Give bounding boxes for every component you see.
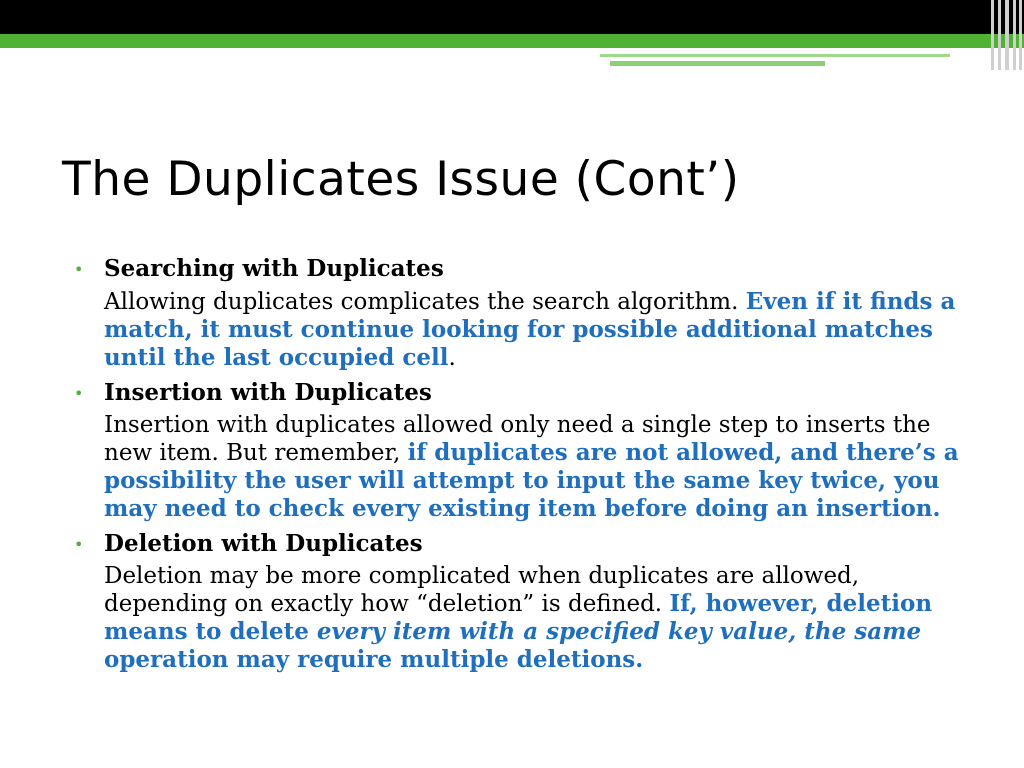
bullet-heading: Deletion with Duplicates — [104, 530, 423, 557]
top-green-band — [0, 34, 1024, 48]
highlighted-text: if duplicates are not allowed, and there’s a possibility the user will attempt to input the same key twice, you may need to check every existing item before doing an insertion. — [104, 439, 959, 522]
highlighted-italic-text: every item with a specified key value, the same — [316, 618, 922, 645]
bullet-item-deletion — [74, 529, 974, 674]
bullet-heading: Searching with Duplicates — [104, 255, 444, 282]
green-accent-line-short — [610, 61, 825, 66]
slide-body — [74, 254, 974, 680]
paragraph-text: Deletion may be more complicated when duplicates are allowed, depending on exactly how “deletion” is defined. — [104, 563, 860, 617]
highlighted-text: Even if it finds a match, it must continue looking for possible additional matches until the last occupied cell — [104, 288, 956, 371]
highlighted-text-end: operation may require multiple deletions. — [104, 646, 644, 673]
bullet-heading: Insertion with Duplicates — [104, 379, 432, 406]
paragraph-text: Allowing duplicates complicates the search algorithm. — [104, 289, 746, 315]
bullet-dot-icon: • — [74, 384, 84, 403]
slide-title: The Duplicates Issue (Cont’) — [62, 152, 740, 207]
bullet-item-insertion — [74, 378, 974, 523]
corner-stripes — [985, 0, 1024, 70]
green-accent-line — [600, 54, 950, 57]
bullet-paragraph — [104, 563, 974, 674]
paragraph-text-end: . — [448, 345, 456, 371]
bullet-dot-icon: • — [74, 260, 84, 279]
highlighted-text: If, however, deletion means to delete — [104, 590, 933, 645]
bullet-paragraph — [104, 412, 974, 523]
top-black-bar — [0, 0, 1024, 34]
bullet-paragraph — [104, 288, 974, 372]
bullet-dot-icon: • — [74, 535, 84, 554]
paragraph-text: Insertion with duplicates allowed only need a single step to inserts the new item. But remember, — [104, 412, 931, 466]
bullet-item-searching — [74, 254, 974, 372]
